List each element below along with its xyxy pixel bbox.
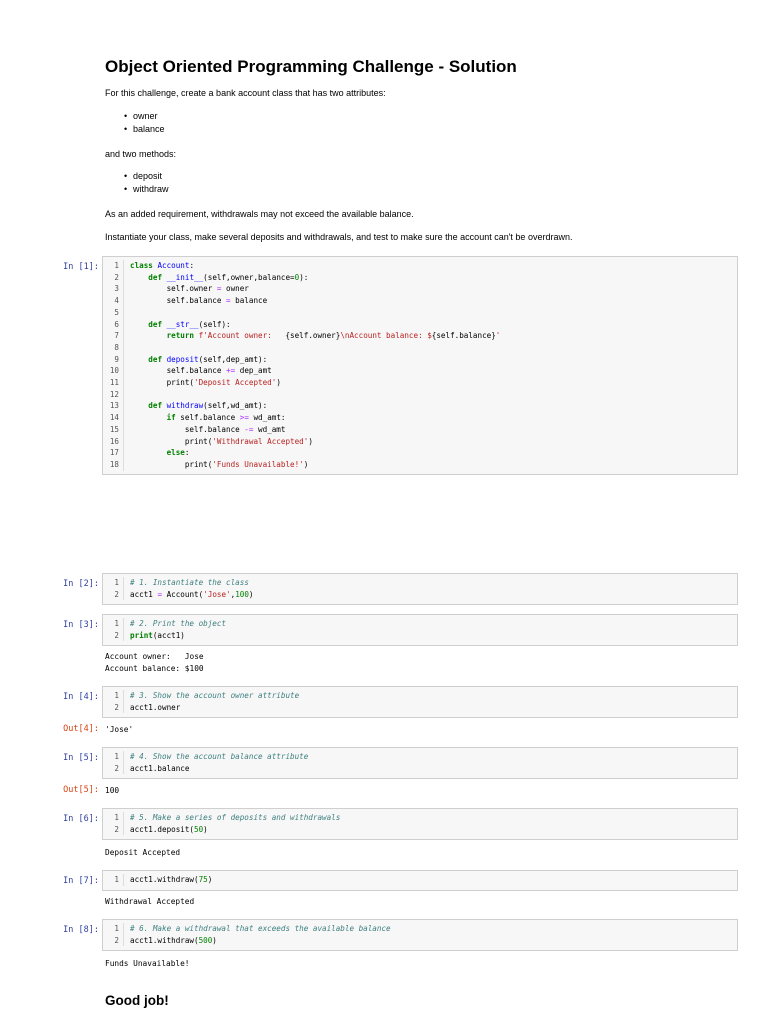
code-cell-5[interactable] xyxy=(102,747,738,779)
closing-heading: Good job! xyxy=(105,993,169,1008)
methods-list xyxy=(119,170,768,195)
cell-prompt: In [7]: xyxy=(63,876,99,886)
code-cell-7[interactable] xyxy=(102,870,738,891)
code-block[interactable]: 1 # 6. Make a withdrawal that exceeds the available balance 2 acct1.withdraw(500) xyxy=(103,920,737,949)
code-block[interactable]: 1 # 3. Show the account owner attribute 2 acct1.owner xyxy=(103,687,737,716)
cell-prompt: In [4]: xyxy=(63,692,99,702)
list-item: • withdraw xyxy=(133,183,768,196)
cell-prompt: In [6]: xyxy=(63,814,99,824)
out-prompt: Out[5]: xyxy=(63,785,99,795)
list-item: • balance xyxy=(133,123,768,136)
cell-output: Deposit Accepted xyxy=(105,848,181,857)
code-cell-3[interactable] xyxy=(102,614,738,646)
methods-intro-text: and two methods: xyxy=(105,149,177,159)
attributes-list xyxy=(119,110,768,135)
instruction-text: Instantiate your class, make several deposits and withdrawals, and test to make sure the account can't be overdrawn. xyxy=(105,232,573,242)
cell-prompt: In [5]: xyxy=(63,753,99,763)
requirement-text: As an added requirement, withdrawals may not exceed the available balance. xyxy=(105,209,414,219)
cell-output: Account owner: Jose Account balance: $100 xyxy=(105,652,204,673)
code-block[interactable]: 1 acct1.withdraw(75) xyxy=(103,871,737,889)
cell-prompt: In [8]: xyxy=(63,925,99,935)
intro-text: For this challenge, create a bank account class that has two attributes: xyxy=(105,88,386,98)
list-item: • owner xyxy=(133,110,768,123)
code-block[interactable]: 1 # 2. Print the object 2 print(acct1) xyxy=(103,615,737,644)
list-item: • deposit xyxy=(133,170,768,183)
code-cell-1[interactable] xyxy=(102,256,738,475)
out-prompt: Out[4]: xyxy=(63,724,99,734)
code-block[interactable]: 1 # 4. Show the account balance attribute 2 acct1.balance xyxy=(103,748,737,777)
code-cell-2[interactable] xyxy=(102,573,738,605)
cell-prompt: In [2]: xyxy=(63,579,99,589)
code-cell-4[interactable] xyxy=(102,686,738,718)
cell-output: 'Jose' xyxy=(105,725,134,734)
cell-output: Funds Unavailable! xyxy=(105,959,190,968)
code-block[interactable]: 1 # 1. Instantiate the class 2 acct1 = Account('Jose',100) xyxy=(103,574,737,603)
cell-output: Withdrawal Accepted xyxy=(105,897,195,906)
code-block[interactable]: 1 class Account: 2 def __init__(self,owner,balance=0): 3 self.owner = owner 4 self.balance = balance 5 6 def __str__(self): 7 return f'Account owner: {self.owner}\nAccount balance: ${self.balance}' 8 9 def deposit(self,dep_amt): 10 self.balance += dep_amt 11 print('Deposit Accepted') 12 13 def withdraw(self,wd_amt): 14 if self.balance >= wd_amt: 15 self.balance -= wd_amt 16 print('Withdrawal Accepted') 17 else: 18 print('Funds Unavailable!') xyxy=(103,257,737,474)
code-block[interactable]: 1 # 5. Make a series of deposits and withdrawals 2 acct1.deposit(50) xyxy=(103,809,737,838)
code-cell-6[interactable] xyxy=(102,808,738,840)
code-cell-8[interactable] xyxy=(102,919,738,951)
cell-output: 100 xyxy=(105,786,120,795)
cell-prompt: In [3]: xyxy=(63,620,99,630)
cell-prompt: In [1]: xyxy=(63,262,99,272)
page-title: Object Oriented Programming Challenge - Solution xyxy=(105,57,517,76)
